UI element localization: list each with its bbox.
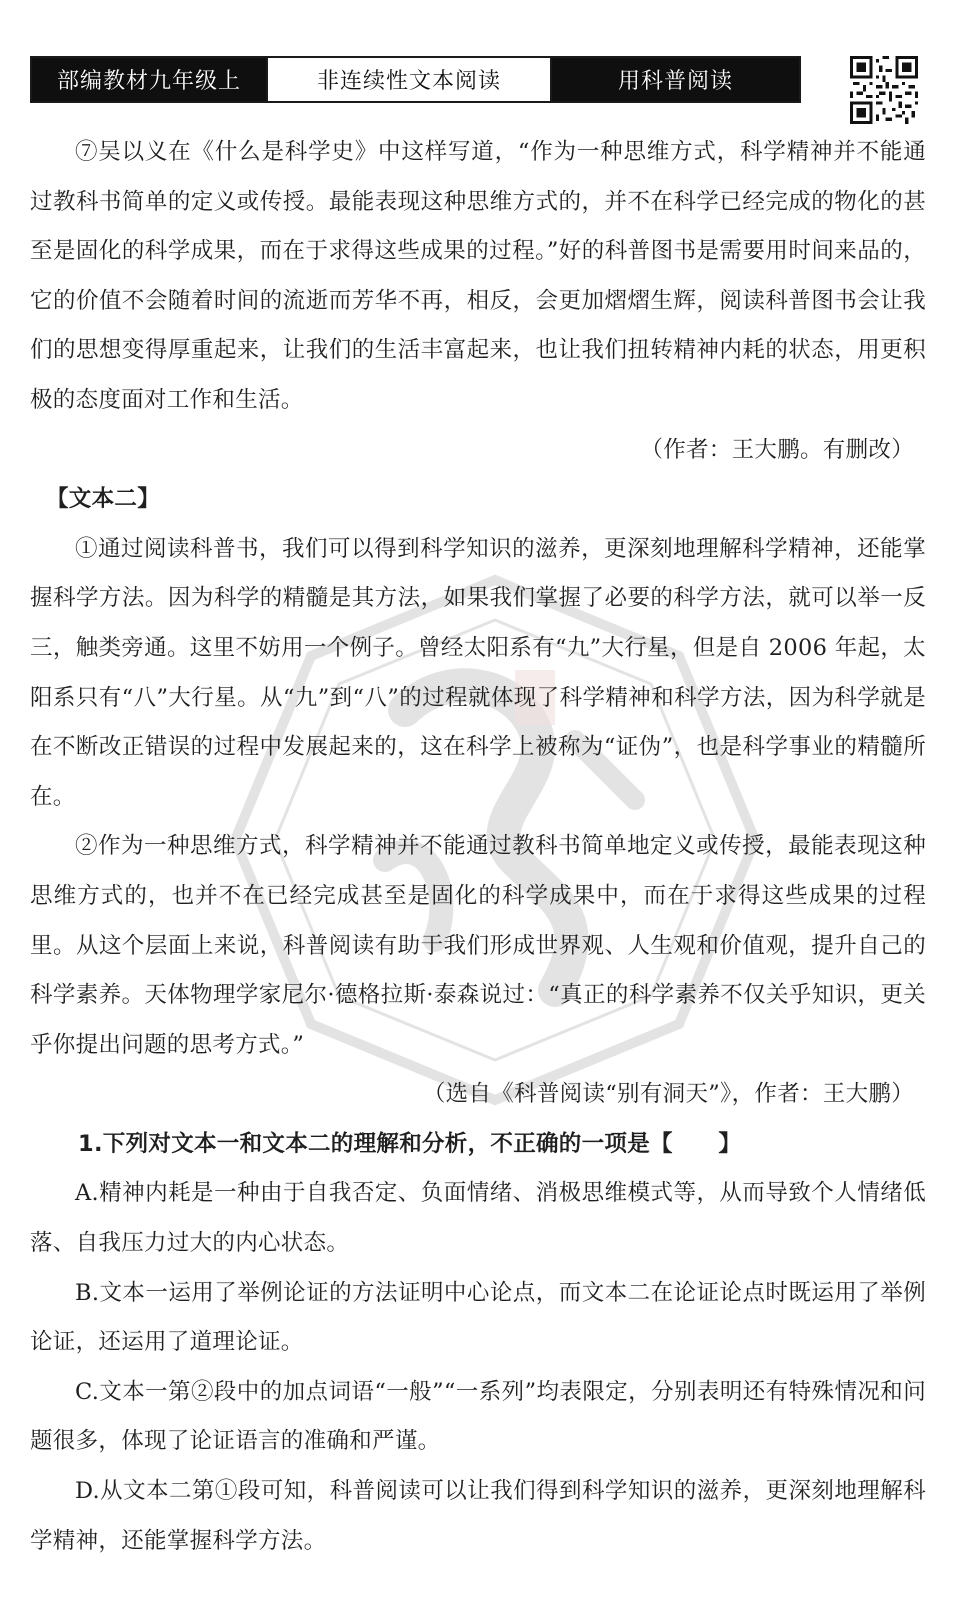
text-two-paragraph-1: ①通过阅读科普书，我们可以得到科学知识的滋养，更深刻地理解科学精神，还能掌握科学方法。因为科学的精髓是其方法，如果我们掌握了必要的科学方法，就可以举一反三，触类旁通。这里不妨用一个例子。曾经太阳系有“九”大行星，但是自 2006 年起，太阳系只有“八”大行星。从“九”到“八”的过程就体现了科学精神和科学方法，因为科学就是在不断改正错误的过程中发展起来的，这在科学上被称为“证伪”，也是科学事业的精髓所在。 — [30, 535, 926, 810]
text-two-paragraph-2: ②作为一种思维方式，科学精神并不能通过教科书简单地定义或传授，最能表现这种思维方式的，也并不在已经完成甚至是固化的科学成果中，而在于求得这些成果的过程里。从这个层面上来说，科普阅读有助于我们形成世界观、人生观和价值观，提升自己的科学素养。天体物理学家尼尔·德格拉斯·泰森说过：“真正的科学素养不仅关乎知识，更关乎你提出问题的思考方式。” — [30, 833, 926, 1058]
text-one-paragraph-7: ⑦吴以义在《什么是科学史》中这样写道，“作为一种思维方式，科学精神并不能通过教科书简单的定义或传授。最能表现这种思维方式的，并不在科学已经完成的物化的甚至是固化的科学成果，而在于求得这些成果的过程。”好的科普图书是需要用时间来品的，它的价值不会随着时间的流逝而芳华不再，相反，会更加熠熠生辉，阅读科普图书会让我们的思想变得厚重起来，让我们的生活丰富起来，也让我们扭转精神内耗的状态，用更积极的态度面对工作和生活。 — [30, 139, 926, 413]
option-a: A.精神内耗是一种由于自我否定、负面情绪、消极思维模式等，从而导致个人情绪低落、自我压力过大的内心状态。 — [30, 1180, 926, 1257]
question-stem: 1.下列对文本一和文本二的理解和分析，不正确的一项是【 】 — [78, 1130, 742, 1157]
header-bar — [30, 56, 801, 103]
document-body — [30, 128, 926, 1566]
header-unit-label: 用科普阅读 — [552, 58, 799, 101]
text-one-source: （作者：王大鹏。有删改） — [640, 436, 914, 463]
option-c: C.文本一第②段中的加点词语“一般”“一系列”均表限定，分别表明还有特殊情况和问题很多，体现了论证语言的准确和严谨。 — [30, 1378, 926, 1455]
header-topic-label: 非连续性文本阅读 — [266, 58, 552, 101]
qr-code-icon[interactable] — [850, 56, 918, 124]
option-d: D.从文本二第①段可知，科普阅读可以让我们得到科学知识的滋养，更深刻地理解科学精神，还能掌握科学方法。 — [30, 1478, 926, 1554]
text-two-source: （选自《科普阅读“别有洞天”》，作者：王大鹏） — [422, 1081, 914, 1108]
option-b: B.文本一运用了举例论证的方法证明中心论点，而文本二在论证论点时既运用了举例论证，还运用了道理论证。 — [30, 1279, 926, 1356]
text-two-title: 【文本二】 — [46, 486, 161, 513]
header-grade-label: 部编教材九年级上 — [32, 58, 266, 101]
